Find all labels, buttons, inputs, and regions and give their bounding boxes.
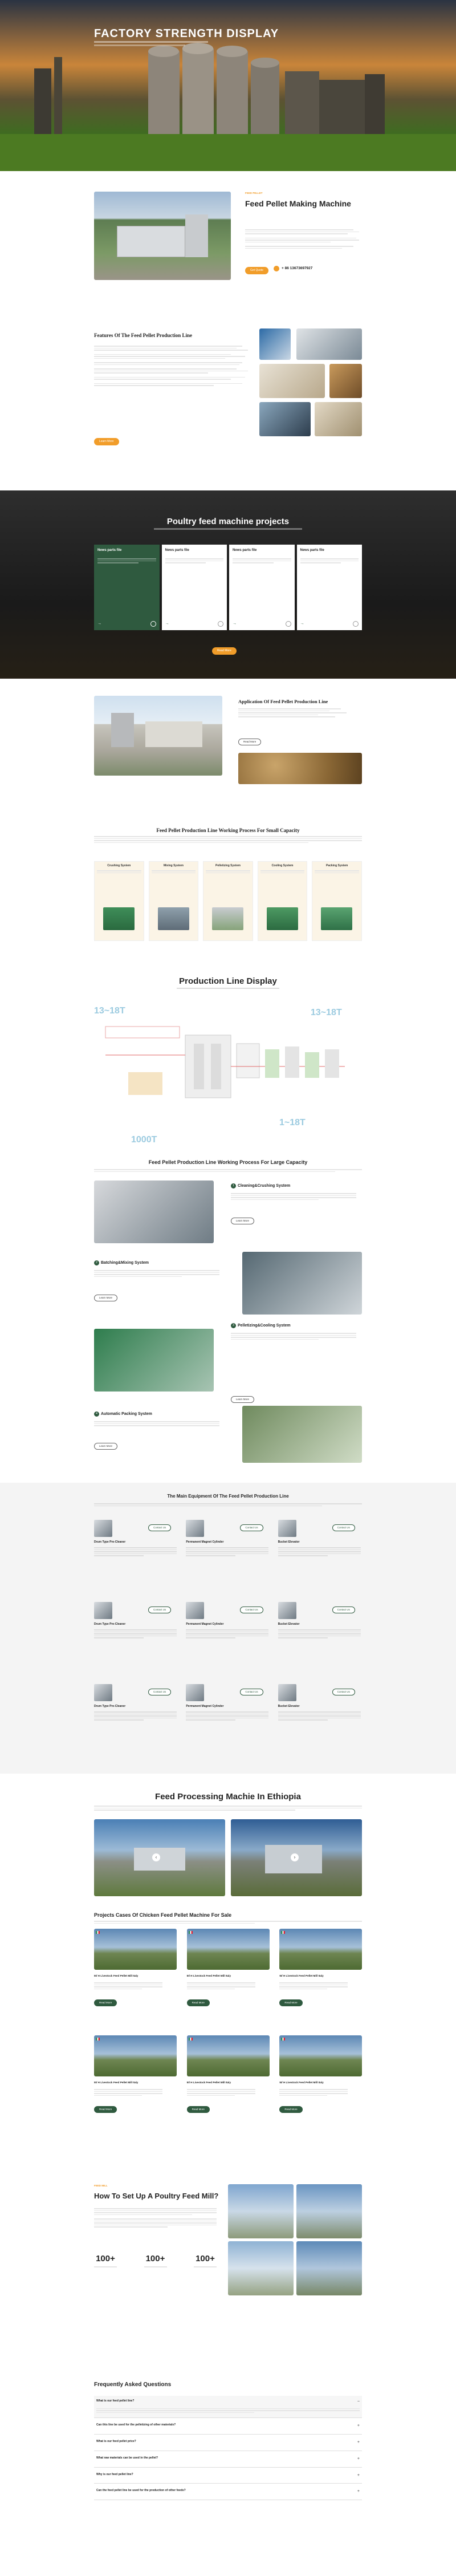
batching-photo (242, 1252, 362, 1315)
step-number-icon: 3 (231, 1323, 236, 1328)
feature-photo-4 (329, 364, 362, 398)
faq-item[interactable] (94, 2396, 362, 2418)
contact-us-button[interactable]: Contact Us (240, 1524, 263, 1531)
feature-photo-2 (296, 328, 362, 360)
equipment-name: Bucket Elevator (278, 1705, 300, 1708)
process-large-text (94, 1168, 362, 1173)
project-card-title: News parts file (233, 549, 257, 552)
cases-text (94, 1920, 362, 1925)
case-read-more-button[interactable]: Read More (279, 2106, 302, 2113)
project-card[interactable] (229, 545, 295, 630)
equipment-image (94, 1520, 112, 1537)
poultry-title: Poultry feed machine projects (166, 517, 290, 526)
equipment-card (278, 1602, 362, 1676)
expand-icon: + (357, 2424, 360, 2428)
step-name: Packing System (325, 864, 348, 867)
hero-title: FACTORY STRENGTH DISPLAY (94, 27, 279, 40)
project-card[interactable] (94, 545, 160, 630)
project-card-title: News parts file (97, 549, 122, 552)
case-flag-icon (96, 1931, 100, 1934)
process-steps (94, 861, 362, 941)
equipment-image (186, 1684, 204, 1701)
case-card[interactable] (279, 1929, 362, 2029)
stat-item (194, 2253, 217, 2269)
stat-value: 100+ (145, 2254, 165, 2263)
equipment-text (94, 1502, 362, 1507)
equipment-card (186, 1602, 270, 1676)
case-image (187, 1929, 270, 1970)
setup-section (0, 2184, 456, 2355)
application-text (238, 707, 352, 719)
setup-text (94, 2207, 217, 2229)
case-read-more-button[interactable]: Read More (94, 2106, 117, 2113)
setup-stats (94, 2253, 217, 2269)
expand-icon: + (357, 2473, 360, 2477)
cleaning-photo (94, 1181, 214, 1243)
phone-icon (274, 266, 279, 271)
equipment-name: Permanent Magnet Cylinder (186, 1622, 224, 1626)
equipment-grid (94, 1520, 362, 1758)
equipment-image (186, 1520, 204, 1537)
line-display-title: Production Line Display (179, 976, 277, 986)
case-flag-icon (281, 1931, 285, 1934)
setup-photo-2 (296, 2184, 362, 2238)
equipment-card (278, 1520, 362, 1594)
ethiopia-title: Feed Processing Machie In Ethiopia (155, 1792, 301, 1802)
setup-photo-3 (228, 2241, 294, 2295)
cooler-image (267, 907, 298, 930)
poultry-subtitle (154, 528, 302, 530)
case-image (94, 1929, 177, 1970)
card-circle-icon (150, 621, 156, 627)
case-card[interactable] (187, 2035, 270, 2135)
project-card-title: News parts file (300, 549, 324, 552)
equipment-image (278, 1520, 296, 1537)
faq-answer (96, 2408, 360, 2413)
stat-item (94, 2253, 117, 2269)
equipment-card (278, 1684, 362, 1758)
case-image (94, 2035, 177, 2076)
phone-text: + 86 13673697927 (282, 266, 313, 271)
step-title: Batching&Mixing System (101, 1261, 149, 1265)
packing-photo (242, 1406, 362, 1463)
contact-us-button[interactable]: Contact Us (332, 1689, 355, 1695)
expand-icon: + (357, 2489, 360, 2494)
packer-image (321, 907, 352, 930)
case-card[interactable] (279, 2035, 362, 2135)
features-more-button[interactable]: Learn More (94, 438, 119, 445)
case-flag-icon (96, 2038, 100, 2040)
poultry-projects-section (0, 490, 456, 679)
equipment-title: The Main Equipment Of The Feed Pellet Production Line (167, 1494, 289, 1499)
contact-us-button[interactable]: Contact Us (240, 1607, 263, 1613)
get-quote-button[interactable]: Get Quote (245, 267, 268, 274)
faq-section (0, 2381, 456, 2576)
faq-question: Can this line be used for the pelletizing of other materials? (96, 2423, 176, 2427)
process-step-card (203, 861, 253, 941)
arrow-icon: → (97, 622, 101, 626)
process-step-card (258, 861, 308, 941)
stat-value: 100+ (196, 2254, 215, 2263)
capacity-left: 13~18T (94, 1006, 125, 1016)
equipment-image (186, 1602, 204, 1619)
ethiopia-text (94, 1804, 362, 1812)
intro-tag: FEED PELLET (245, 192, 263, 194)
features-title: Features Of The Feed Pellet Production Line (94, 332, 192, 338)
phone-number[interactable] (274, 266, 312, 271)
application-title: Application Of Feed Pellet Production Line (238, 699, 328, 704)
case-read-more-button[interactable]: Read More (187, 2106, 210, 2113)
capacity-right: 13~18T (311, 1008, 342, 1017)
features-text (94, 344, 248, 387)
feature-photo-6 (315, 402, 362, 436)
step1-more-button[interactable]: Learn More (231, 1218, 254, 1224)
application-more-button[interactable]: Read More (238, 739, 261, 745)
case-flag-icon (189, 2038, 193, 2040)
pelletizing-photo (94, 1329, 214, 1392)
case-image (187, 2035, 270, 2076)
step-heading (231, 1183, 290, 1189)
case-read-more-button[interactable]: Read More (279, 1999, 302, 2006)
crusher-image (103, 907, 135, 930)
equipment-card (94, 1602, 178, 1676)
case-name: 5t/ H Livestock Feed Pellet Mill Italy (279, 2081, 324, 2084)
carousel-next-icon[interactable]: › (291, 1853, 299, 1861)
equipment-section (0, 1483, 456, 1774)
process-step-card (312, 861, 362, 941)
arrow-icon: → (233, 622, 237, 626)
step4-more-button[interactable]: Learn More (94, 1443, 117, 1450)
step-name: Pelletizing System (215, 864, 241, 867)
hero-banner (0, 0, 456, 171)
setup-photo-4 (296, 2241, 362, 2295)
application-section (0, 690, 456, 804)
step-name: Cooling System (271, 864, 294, 867)
feature-photo-1 (259, 328, 291, 360)
step-heading (231, 1323, 291, 1329)
step-title: Cleaning&Crushing System (238, 1184, 291, 1188)
faq-question: What raw materials can be used in the pellet? (96, 2456, 158, 2460)
faq-list (94, 2396, 362, 2500)
process-large-title: Feed Pellet Production Line Working Process For Large Capacity (148, 1159, 308, 1165)
line-display-section (0, 969, 456, 1152)
process-small-text (94, 835, 362, 844)
step-heading (94, 1260, 149, 1266)
case-read-more-button[interactable]: Read More (94, 1999, 117, 2006)
case-name: 5t/ H Livestock Feed Pellet Mill Italy (186, 2081, 231, 2084)
faq-item[interactable] (94, 2418, 362, 2435)
case-name: 5t/ H Livestock Feed Pellet Mill Italy (279, 1974, 324, 1977)
equipment-name: Drum Type Pre-Cleaner (94, 1705, 126, 1708)
case-name: 5t/ H Livestock Feed Pellet Mill Italy (186, 1974, 231, 1977)
ethiopia-section (0, 1785, 456, 1902)
process-step-card (94, 861, 144, 941)
intro-section (0, 188, 456, 302)
equipment-image (278, 1602, 296, 1619)
process-small-section (0, 821, 456, 952)
equipment-name: Permanent Magnet Cylinder (186, 1705, 224, 1708)
pelletizer-image (212, 907, 243, 930)
case-card[interactable] (94, 2035, 177, 2135)
step-number-icon: 4 (94, 1411, 99, 1417)
contact-us-button[interactable]: Contact Us (240, 1689, 263, 1695)
collapse-icon: − (357, 2400, 360, 2404)
equipment-card (186, 1684, 270, 1758)
step3-more-button[interactable]: Learn More (231, 1396, 254, 1403)
case-flag-icon (281, 2038, 285, 2040)
capacity-bottom: 1~18T (279, 1118, 306, 1127)
mixer-image (158, 907, 189, 930)
process-step-card (149, 861, 199, 941)
step-number-icon: 2 (94, 1260, 99, 1265)
equipment-image (94, 1684, 112, 1701)
equipment-card (186, 1520, 270, 1594)
carousel-prev-icon[interactable]: ‹ (152, 1853, 160, 1861)
card-circle-icon (218, 621, 223, 627)
setup-photo-1 (228, 2184, 294, 2238)
faq-item[interactable] (94, 2484, 362, 2500)
contact-us-button[interactable]: Contact Us (148, 1607, 171, 1613)
factory-photo (94, 192, 231, 280)
case-name: 5t/ H Livestock Feed Pellet Mill Italy (94, 2081, 139, 2084)
project-card-title: News parts file (165, 549, 189, 552)
arrow-icon: → (300, 622, 304, 626)
equipment-card (94, 1520, 178, 1594)
expand-icon: + (357, 2456, 360, 2461)
equipment-name: Drum Type Pre-Cleaner (94, 1540, 126, 1544)
arrow-icon: → (165, 622, 169, 626)
card-circle-icon (286, 621, 291, 627)
contact-us-button[interactable]: Contact Us (148, 1524, 171, 1531)
faq-question: What is our feed pellet price? (96, 2440, 136, 2444)
features-section (0, 325, 456, 468)
cases-grid (94, 1929, 362, 2135)
case-flag-icon (189, 1931, 193, 1934)
faq-item[interactable] (94, 2468, 362, 2484)
intro-text (245, 228, 359, 250)
feature-photo-5 (259, 402, 311, 436)
faq-title: Frequently Asked Questions (94, 2382, 172, 2388)
case-name: 5t/ H Livestock Feed Pellet Mill Italy (94, 1974, 139, 1977)
expand-icon: + (357, 2440, 360, 2445)
faq-question: What is our feed pellet line? (96, 2399, 135, 2403)
case-image (279, 1929, 362, 1970)
equipment-image (94, 1602, 112, 1619)
production-line-diagram (94, 1021, 362, 1118)
case-read-more-button[interactable]: Read More (187, 1999, 210, 2006)
pellets-photo (238, 753, 362, 784)
step-name: Crushing System (107, 864, 131, 867)
setup-tag: FEED MILL (94, 2184, 108, 2187)
poultry-card-list (94, 545, 362, 630)
equipment-card (94, 1684, 178, 1758)
feature-photo-3 (259, 364, 325, 398)
project-card[interactable] (297, 545, 363, 630)
case-image (279, 2035, 362, 2076)
step-number-icon: 1 (231, 1183, 236, 1188)
step-name: Mixing System (163, 864, 184, 867)
step-title: Pelletizing&Cooling System (238, 1324, 291, 1328)
case-card[interactable] (94, 1929, 177, 2029)
process-small-title: Feed Pellet Production Line Working Process For Small Capacity (156, 827, 300, 833)
equipment-name: Bucket Elevator (278, 1540, 300, 1544)
equipment-name: Permanent Magnet Cylinder (186, 1540, 224, 1544)
setup-title: How To Set Up A Poultry Feed Mill? (94, 2192, 219, 2200)
project-card[interactable] (162, 545, 227, 630)
hero-subtitle (94, 41, 208, 43)
process-large-section (0, 1158, 456, 1471)
cases-title: Projects Cases Of Chicken Feed Pellet Machine For Sale (94, 1912, 232, 1918)
contact-us-button[interactable]: Contact Us (148, 1689, 171, 1695)
cases-section (0, 1910, 456, 2139)
equipment-image (278, 1684, 296, 1701)
stat-item (144, 2253, 167, 2269)
poultry-more-button[interactable]: Read More (212, 647, 237, 655)
equipment-name: Drum Type Pre-Cleaner (94, 1622, 126, 1626)
capacity-middle: 1000T (131, 1135, 157, 1145)
faq-question: Why is our feed pellet line? (96, 2472, 133, 2476)
application-photo (94, 696, 222, 776)
step2-more-button[interactable]: Learn More (94, 1295, 117, 1301)
card-circle-icon (353, 621, 359, 627)
stat-value: 100+ (96, 2254, 115, 2263)
hero-subtitle (94, 44, 185, 46)
case-card[interactable] (187, 1929, 270, 2029)
equipment-name: Bucket Elevator (278, 1622, 300, 1626)
intro-title: Feed Pellet Making Machine (245, 199, 351, 208)
faq-item[interactable] (94, 2451, 362, 2468)
line-display-subtitle (177, 988, 279, 989)
step-title: Automatic Packing System (101, 1412, 152, 1416)
contact-us-button[interactable]: Contact Us (332, 1607, 355, 1613)
faq-item[interactable] (94, 2435, 362, 2451)
contact-us-button[interactable]: Contact Us (332, 1524, 355, 1531)
faq-question: Can the feed pellet line be used for the production of other feeds? (96, 2489, 186, 2493)
step-heading (94, 1411, 152, 1417)
